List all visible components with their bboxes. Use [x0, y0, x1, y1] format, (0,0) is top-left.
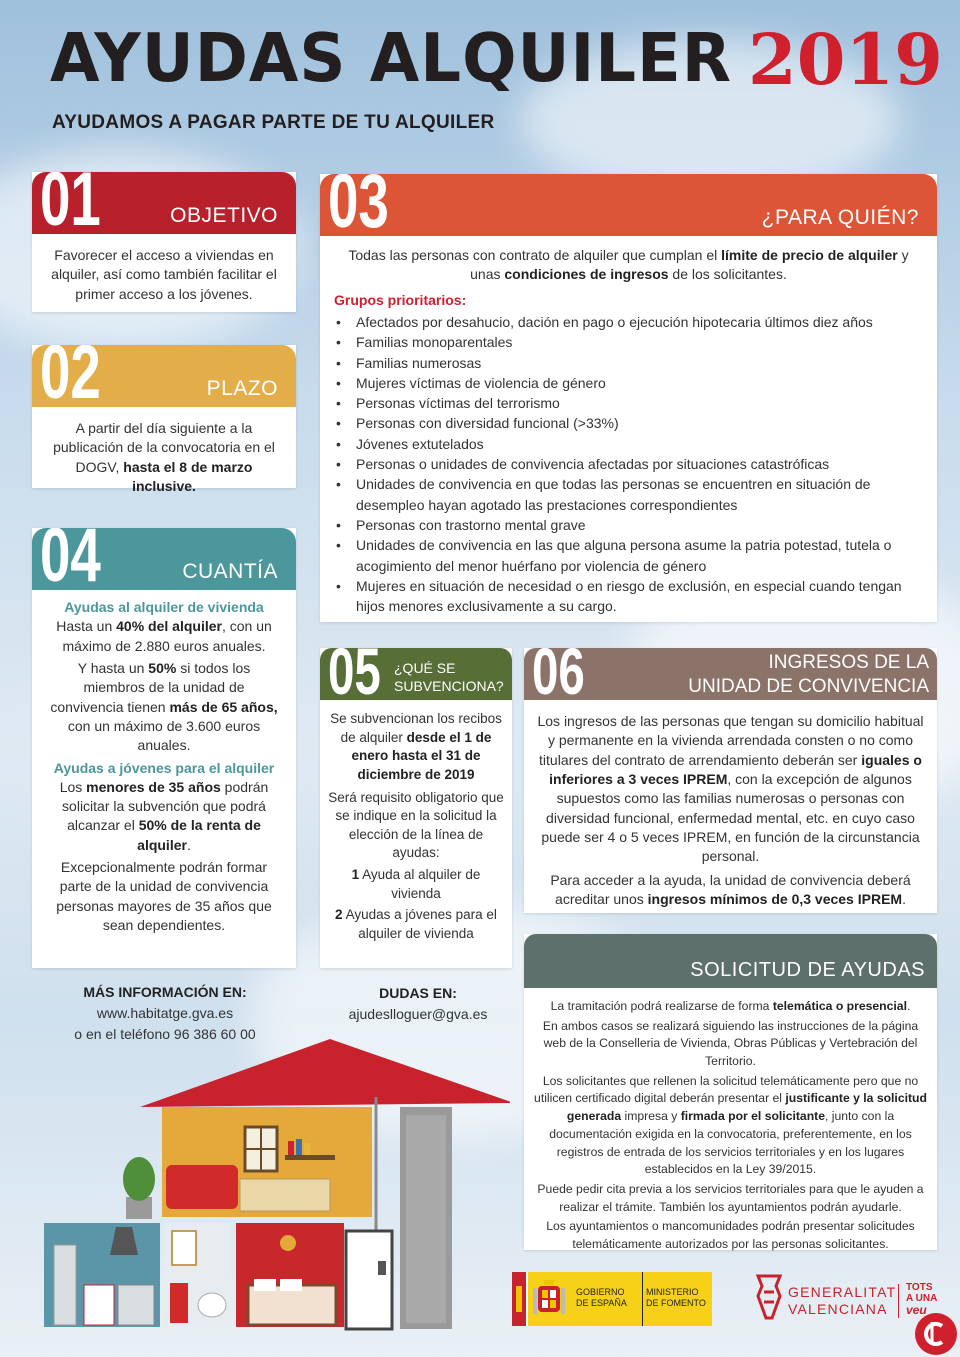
- front-door: [346, 1231, 392, 1329]
- solicitud-card: [524, 934, 937, 1250]
- para-quien-card: [320, 174, 937, 622]
- subvenciona-option-1: 1 Ayuda al alquiler de vivienda: [351, 867, 481, 901]
- more-info-phone: o en el teléfono 96 386 60 00: [74, 1026, 256, 1042]
- plazo-card: [32, 345, 296, 494]
- group-item: • Mujeres víctimas de violencia de género: [334, 373, 923, 393]
- house-illustration: [40, 1035, 510, 1335]
- mirror: [172, 1231, 196, 1265]
- subvenciona-label: ¿QUÉ SE SUBVENCIONA?: [394, 660, 504, 694]
- cuantia-heading-vivienda: Ayudas al alquiler de vivienda: [64, 599, 264, 615]
- group-item: • Personas con diversidad funcional (>33%): [334, 413, 923, 433]
- solicitud-header: [524, 934, 937, 988]
- ministerio-text: MINISTERIO DE FOMENTO: [646, 1287, 706, 1308]
- roof: [140, 1039, 510, 1107]
- group-item: • Personas con trastorno mental grave: [334, 515, 923, 535]
- cuantia-p1: Hasta un 40% del alquiler, con un máximo de 2.880 euros anuales.: [56, 618, 272, 654]
- generalitat-text: GENERALITAT VALENCIANA: [788, 1284, 897, 1317]
- objetivo-text: Favorecer el acceso a viviendas en alquiler, así como también facilitar el primer acceso a los jóvenes.: [51, 247, 277, 302]
- gobierno-logo: [512, 1272, 712, 1326]
- generalitat-emblem-icon: [754, 1272, 784, 1322]
- subvenciona-card: [320, 648, 512, 968]
- group-item: • Familias numerosas: [334, 353, 923, 373]
- lamp: [280, 1235, 296, 1251]
- dudas-title: DUDAS EN:: [379, 985, 457, 1001]
- solicitud-p1: La tramitación podrá realizarse de forma telemática o presencial.: [550, 999, 911, 1013]
- cuantia-heading-jovenes: Ayudas a jóvenes para el alquiler: [53, 759, 275, 776]
- objetivo-number: 01: [40, 172, 101, 234]
- group-item: • Jóvenes extutelados: [334, 434, 923, 454]
- toilet: [198, 1293, 226, 1317]
- group-item: • Unidades de convivencia en las que alguna persona asume la patria potestad, tutela o acogimiento del menor huérfano por violencia de género: [334, 535, 923, 576]
- ingresos-p1: Los ingresos de las personas que tengan su domicilio habitual y permanente en la vivienda arrendada consten o no como titulares del contrato de arrendamiento deberán ser iguales o inferiores a 3 veces IPREM, con la excepción de algunos supuestos como las familias numerosas o personas con diversidad funcional, enfermedad mental, etc. en cuyo caso puede ser 4 o 5 veces IPREM, en función de la circunstancia personal.: [537, 713, 924, 865]
- group-item: • Personas o unidades de convivencia afectadas por situaciones catastróficas: [334, 454, 923, 474]
- solicitud-p5: Los ayuntamientos o mancomunidades podrán presentar solicitudes telemáticamente autorizados por las personas solicitantes.: [546, 1219, 915, 1251]
- groups-title: Grupos prioritarios:: [334, 291, 467, 308]
- ingresos-number: 06: [532, 648, 585, 700]
- plazo-text: A partir del día siguiente a la publicación de la convocatoria en el DOGV, hasta el 8 de marzo inclusive.: [53, 420, 275, 494]
- solicitud-p3: Los solicitantes que rellenen la solicitud telemáticamente pero que no utilicen certificado digital deberán presentar el justificante y la solicitud generada impresa y firmada por el solicitante, junto con la documentación exigida en la convocatoria, preferentemente, en los registros de entrada de los servicios territoriales y en los lugares establecidos en la Ley 39/2015.: [534, 1073, 927, 1177]
- page-title: AYUDAS ALQUILER: [50, 20, 733, 98]
- para-quien-label: ¿PARA QUIÉN?: [761, 206, 919, 229]
- para-quien-header: [320, 174, 937, 236]
- subvenciona-p1: Se subvencionan los recibos de alquiler desde el 1 de enero hasta el 31 de diciembre de 2019: [330, 711, 502, 782]
- subvenciona-p2: Será requisito obligatorio que se indique en la solicitud la elección de la línea de ayudas:: [328, 789, 504, 861]
- cuantia-p3: Los menores de 35 años podrán solicitar la subvención que podrá alcanzar el 50% de la renta de alquiler.: [59, 778, 269, 853]
- page-year: 2019: [748, 18, 943, 101]
- group-item: • Personas víctimas del terrorismo: [334, 393, 923, 413]
- cuantia-number: 04: [40, 528, 101, 590]
- ingresos-header: [524, 648, 937, 700]
- solicitud-p2: En ambos casos se realizará siguiendo las instrucciones de la página web de la Conselleria de Vivienda, Obras Públicas y Vertebración del Territorio.: [542, 1018, 919, 1069]
- subvenciona-option-2: 2 Ayudas a jóvenes para el alquiler de vivienda: [335, 907, 497, 941]
- subvenciona-number: 05: [328, 648, 381, 700]
- more-info-web[interactable]: www.habitatge.gva.es: [96, 1005, 234, 1021]
- solicitud-label: SOLICITUD DE AYUDAS: [690, 959, 925, 981]
- cuantia-header: [32, 528, 296, 590]
- fridge: [54, 1245, 76, 1325]
- objetivo-card: [32, 172, 296, 312]
- oven: [118, 1285, 154, 1325]
- cuantia-label: CUANTÍA: [182, 560, 278, 583]
- drawers: [84, 1285, 114, 1325]
- gobierno-text: GOBIERNO DE ESPAÑA: [576, 1287, 627, 1308]
- group-item: • Familias monoparentales: [334, 332, 923, 352]
- ingresos-p2: Para acceder a la ayuda, la unidad de convivencia deberá acreditar unos ingresos mínimos de 0,3 veces IPREM.: [550, 871, 911, 907]
- para-quien-intro: Todas las personas con contrato de alquiler que cumplan el límite de precio de alquiler y unas condiciones de ingresos de los solicitantes.: [348, 247, 909, 283]
- subvenciona-header: [320, 648, 512, 700]
- tots-a-una-veu: TOTS A UNA veu: [906, 1282, 938, 1317]
- dudas: [320, 983, 516, 1025]
- dudas-email[interactable]: ajudeslloguer@gva.es: [348, 1006, 488, 1022]
- plazo-number: 02: [40, 345, 101, 407]
- objetivo-label: OBJETIVO: [170, 204, 278, 227]
- page-subtitle: AYUDAMOS A PAGAR PARTE DE TU ALQUILER: [52, 112, 495, 133]
- plazo-label: PLAZO: [206, 377, 278, 400]
- sofa: [166, 1165, 238, 1209]
- objetivo-header: [32, 172, 296, 234]
- coat-of-arms-icon: [532, 1278, 566, 1320]
- towel: [170, 1283, 188, 1323]
- group-item: • Unidades de convivencia en que todas las personas se encuentren en situación de desempleo hayan agotado las prestaciones correspondientes: [334, 474, 923, 515]
- shelf: [285, 1155, 335, 1160]
- group-item: • Afectados por desahucio, dación en pago o ejecución hipotecaria últimos diez años: [334, 312, 923, 332]
- plazo-header: [32, 345, 296, 407]
- cuantia-card: [32, 528, 296, 968]
- solicitud-p4: Puede pedir cita previa a los servicios territoriales para que le ayuden a realizar el trámite. También los ayuntamientos podrán ayudarle.: [537, 1181, 924, 1214]
- cuantia-p4: Excepcionalmente podrán formar parte de la unidad de convivencia personas mayores de 35 años que sean dependientes.: [56, 859, 272, 933]
- corner-logo-icon: [914, 1312, 958, 1356]
- plant: [123, 1157, 155, 1201]
- ingresos-card: [524, 648, 937, 913]
- more-info-title: MÁS INFORMACIÓN EN:: [83, 984, 247, 1000]
- cuantia-p2: Y hasta un 50% si todos los miembros de la unidad de convivencia tienen más de 65 años, con un máximo de 3.600 euros anuales.: [50, 659, 278, 754]
- para-quien-number: 03: [328, 174, 389, 236]
- ingresos-label: INGRESOS DE LA UNIDAD DE CONVIVENCIA: [688, 652, 929, 697]
- groups-list: [334, 312, 923, 616]
- group-item: • Mujeres en situación de necesidad o en riesgo de exclusión, en especial cuando tengan hijos menores exclusivamente a su cargo.: [334, 576, 923, 617]
- cabinet: [240, 1179, 330, 1211]
